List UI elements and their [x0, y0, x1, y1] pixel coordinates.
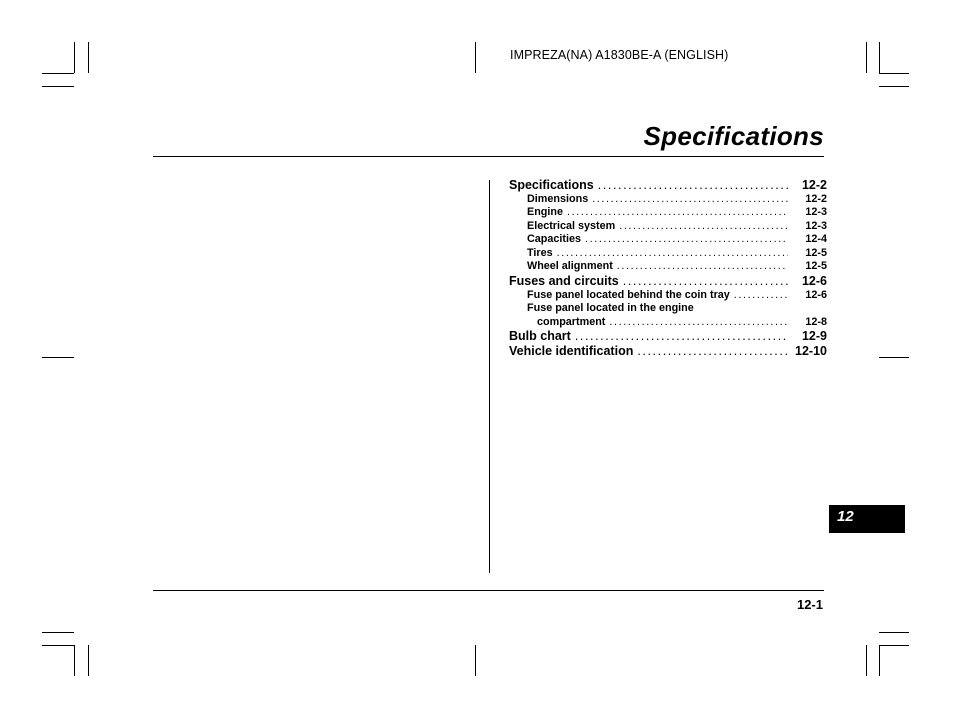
- toc-entry[interactable]: [509, 233, 827, 247]
- crop-mark: [879, 645, 909, 646]
- toc-entry-page: 12-3: [805, 206, 827, 219]
- crop-mark: [74, 645, 75, 676]
- crop-mark: [475, 645, 476, 676]
- toc-entry-page: 12-6: [801, 274, 827, 289]
- toc-entry-page: 12-5: [805, 260, 827, 273]
- toc-entry[interactable]: [509, 316, 827, 330]
- toc-entry-page: 12-6: [805, 288, 827, 301]
- toc-dot-leader: [637, 344, 788, 359]
- toc-entry[interactable]: [509, 206, 827, 220]
- toc-entry-title: Electrical system: [527, 219, 616, 232]
- toc-entry-page: 12-2: [805, 192, 827, 205]
- toc-dot-leader: [609, 316, 788, 330]
- title-rule: [153, 156, 824, 157]
- toc-entry-title: Bulb chart: [509, 329, 571, 344]
- toc-entry-title: Vehicle identification: [509, 343, 634, 358]
- toc-entry-title: Fuse panel located in the engine: [527, 302, 694, 315]
- toc-entry[interactable]: [509, 344, 827, 359]
- toc-entry[interactable]: [509, 302, 827, 316]
- toc-entry-title: Wheel alignment: [527, 260, 613, 273]
- toc-entry-page: 12-3: [805, 219, 827, 232]
- toc-entry-page: 12-4: [805, 233, 827, 246]
- crop-mark: [879, 645, 880, 676]
- toc-entry-page: 12-8: [805, 315, 827, 328]
- toc-entry[interactable]: [509, 274, 827, 289]
- toc-dot-leader: [598, 178, 788, 193]
- crop-mark: [879, 42, 880, 73]
- toc-entry[interactable]: [509, 329, 827, 344]
- table-of-contents: [509, 178, 827, 358]
- toc-dot-leader: [585, 233, 788, 247]
- document-code: IMPREZA(NA) A1830BE-A (ENGLISH): [510, 48, 729, 62]
- toc-entry-title: Fuse panel located behind the coin tray: [527, 288, 730, 301]
- footer-rule: [153, 590, 824, 591]
- toc-dot-leader: [567, 206, 788, 220]
- toc-entry[interactable]: [509, 260, 827, 274]
- page-number: 12-1: [796, 597, 823, 612]
- crop-mark: [42, 645, 74, 646]
- toc-dot-leader: [734, 289, 788, 303]
- toc-entry-title: Tires: [527, 246, 553, 259]
- toc-entry-title: Fuses and circuits: [509, 274, 619, 289]
- toc-dot-leader: [623, 274, 788, 289]
- toc-entry-page: 12-5: [805, 246, 827, 259]
- toc-entry-page: 12-10: [795, 343, 827, 358]
- toc-entry-title: Engine: [527, 206, 563, 219]
- toc-entry-page: 12-2: [801, 178, 827, 192]
- crop-mark: [88, 645, 89, 676]
- chapter-tab: 12: [829, 505, 905, 533]
- toc-dot-leader: [557, 247, 788, 261]
- toc-dot-leader: [617, 260, 788, 274]
- toc-entry[interactable]: [509, 178, 827, 193]
- chapter-title: Specifications: [643, 121, 824, 151]
- crop-mark: [866, 42, 867, 73]
- crop-mark: [866, 645, 867, 676]
- crop-mark: [879, 73, 909, 74]
- toc-entry[interactable]: [509, 220, 827, 234]
- toc-entry-title: Specifications: [509, 178, 594, 192]
- toc-dot-leader: [592, 193, 788, 207]
- column-divider: [489, 180, 490, 573]
- crop-mark: [42, 73, 74, 74]
- crop-mark: [879, 632, 909, 633]
- crop-mark: [42, 357, 74, 358]
- toc-entry-title: Capacities: [527, 233, 582, 246]
- toc-entry[interactable]: [509, 289, 827, 303]
- crop-mark: [42, 632, 74, 633]
- toc-entry[interactable]: [509, 247, 827, 261]
- toc-dot-leader: [619, 220, 788, 234]
- toc-entry-page: 12-9: [801, 329, 827, 344]
- crop-mark: [879, 86, 909, 87]
- crop-mark: [88, 42, 89, 73]
- toc-entry-title: compartment: [537, 315, 606, 328]
- toc-entry-title: Dimensions: [527, 192, 589, 205]
- crop-mark: [475, 42, 476, 73]
- toc-dot-leader: [575, 329, 788, 344]
- crop-mark: [74, 42, 75, 73]
- toc-entry[interactable]: [509, 193, 827, 207]
- crop-mark: [42, 86, 74, 87]
- crop-mark: [879, 357, 909, 358]
